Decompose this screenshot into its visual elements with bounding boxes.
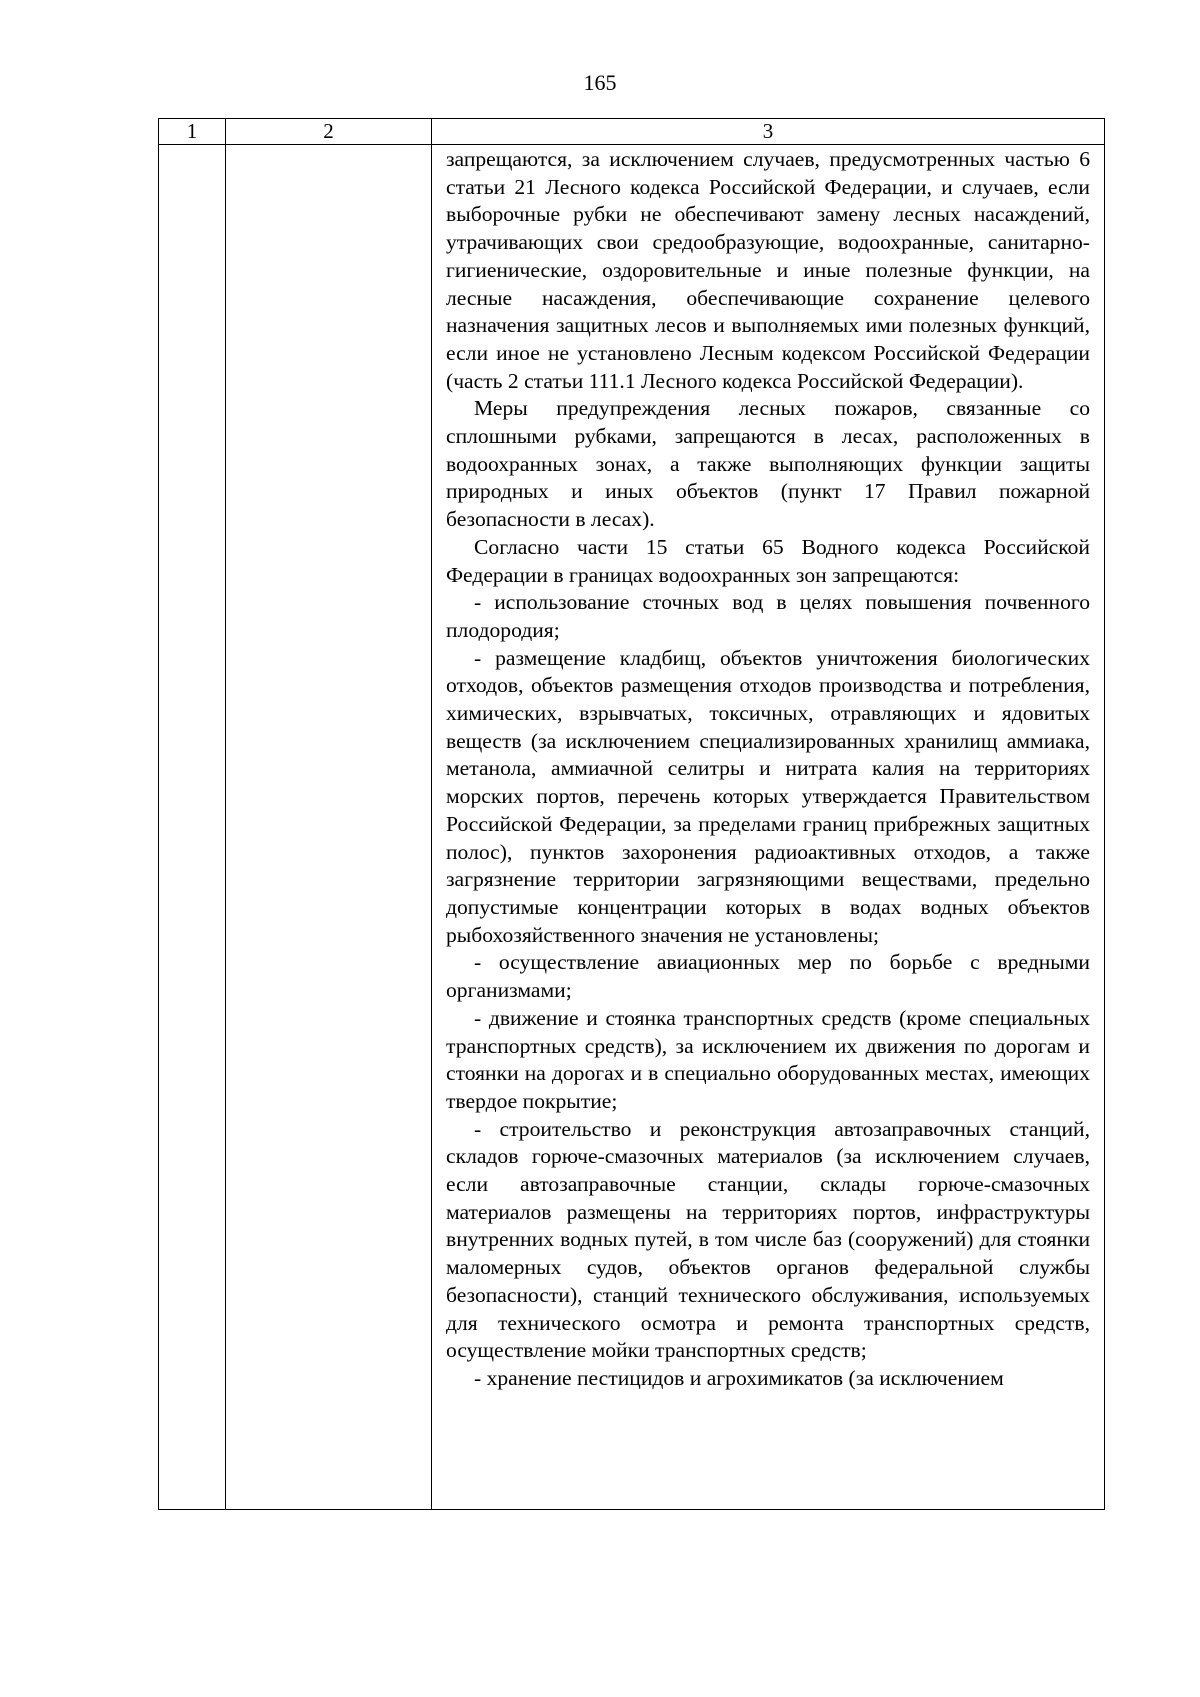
paragraph: - движение и стоянка транспортных средств (кроме специальных транспортных средств), за исключением их движения по дорогам и стоянки на дорогах и в специально оборудованных местах, имеющих твердое покрытие; (446, 1005, 1090, 1113)
paragraph: запрещаются, за исключением случаев, предусмотренных частью 6 статьи 21 Лесного кодекса Российской Федерации, и случаев, если выборочные рубки не обеспечивают замену лесных насаждений, утрачивающих свои средообразующие, водоохранные, санитарно-гигиенические, оздоровительные и иные полезные функции, на лесные насаждения, обеспечивающие сохранение целевого назначения защитных лесов и выполняемых ими полезных функций, если иное не установлено Лесным кодексом Российской Федерации (часть 2 статьи 111.1 Лесного кодекса Российской Федерации). (446, 147, 1090, 393)
paragraph: - строительство и реконструкция автозаправочных станций, складов горюче-смазочных материалов (за исключением случаев, если автозаправочные станции, склады горюче-смазочных материалов размещены на территориях портов, инфраструктуры внутренних водных путей, в том числе баз (сооружений) для стоянки маломерных судов, объектов органов федеральной службы безопасности), станций технического обслуживания, используемых для технического осмотра и ремонта транспортных средств, осуществление мойки транспортных средств; (446, 1116, 1090, 1363)
column-header-3: 3 (432, 119, 1105, 145)
paragraph: - использование сточных вод в целях повышения почвенного плодородия; (446, 590, 1090, 642)
cell-col-1 (159, 145, 226, 1510)
cell-col-3-text (432, 145, 1104, 1393)
table-header-row (159, 119, 1105, 145)
column-header-1: 1 (159, 119, 226, 145)
paragraph: - хранение пестицидов и агрохимикатов (за исключением (474, 1365, 1004, 1390)
page-number: 165 (583, 70, 617, 95)
paragraph: - размещение кладбищ, объектов уничтожения биологических отходов, объектов размещения отходов производства и потребления, химических, взрывчатых, токсичных, отравляющих и ядовитых веществ (за исключением специализированных хранилищ аммиака, метанола, аммиачной селитры и нитрата калия на территориях морских портов, перечень которых утверждается Правительством Российской Федерации, за пределами границ прибрежных защитных полос), пунктов захоронения радиоактивных отходов, а также загрязнение территории загрязняющими веществами, предельно допустимые концентрации которых в водах водных объектов рыбохозяйственного значения не установлены; (446, 645, 1090, 947)
paragraph: Согласно части 15 статьи 65 Водного кодекса Российской Федерации в границах водоохранных зон запрещаются: (446, 534, 1090, 587)
paragraph: Меры предупреждения лесных пожаров, связанные со сплошными рубками, запрещаются в лесах, расположенных в водоохранных зонах, а также выполняющих функции защиты природных и иных объектов (пункт 17 Правил пожарной безопасности в лесах). (446, 396, 1090, 532)
table-row (159, 145, 1105, 1510)
cell-col-2 (226, 145, 432, 1510)
paragraph: - осуществление авиационных мер по борьбе с вредными организмами; (446, 950, 1090, 1003)
content-table (158, 118, 1105, 1510)
column-header-2: 2 (226, 119, 432, 145)
cell-col-3 (432, 145, 1105, 1510)
